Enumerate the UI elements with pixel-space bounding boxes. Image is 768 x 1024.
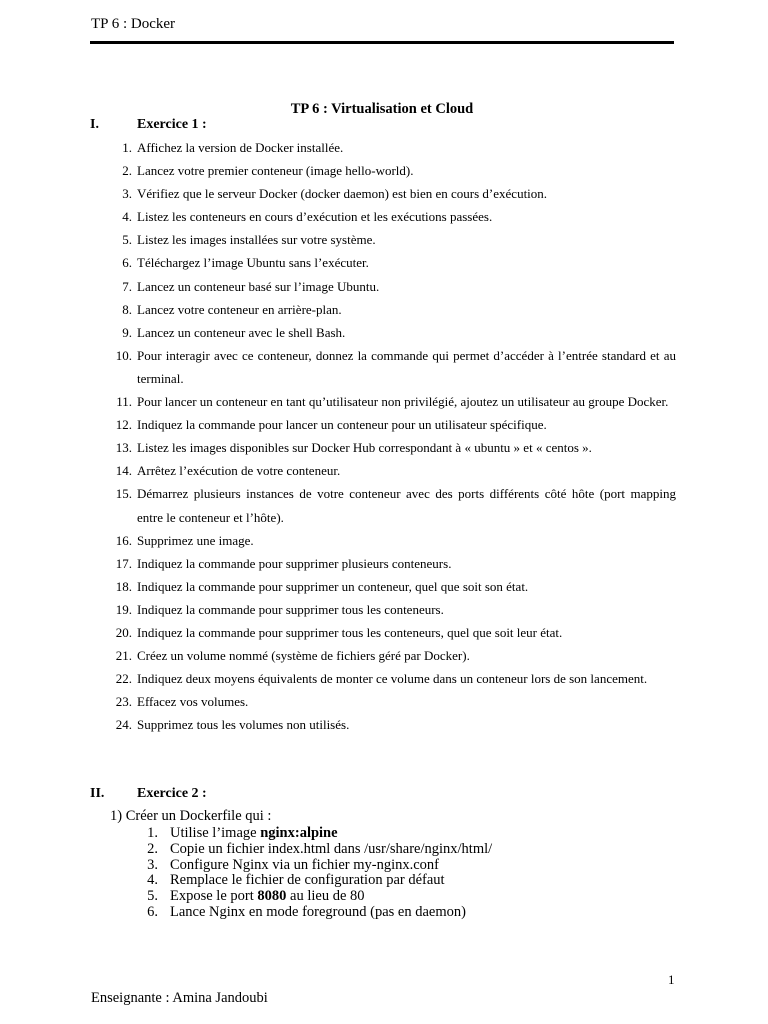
list-item	[90, 482, 676, 528]
list-item	[90, 136, 676, 159]
list-item	[90, 598, 676, 621]
item-text: Supprimez tous les volumes non utilisés.	[137, 717, 350, 733]
item-number: 9.	[122, 324, 132, 340]
list-item	[90, 390, 676, 413]
section-number: II.	[90, 786, 105, 801]
item-number: 11.	[116, 394, 132, 410]
item-text: Lancez un conteneur avec le shell Bash.	[137, 324, 346, 340]
item-number: 15.	[115, 486, 132, 502]
list-item	[90, 275, 676, 298]
item-text: Pour lancer un conteneur en tant qu’utilisateur non privilégié, ajoutez un utilisateur au groupe Docker.	[137, 394, 669, 410]
exercise-2-list	[130, 826, 492, 921]
item-number: 20.	[115, 624, 132, 640]
item-number: 24.	[115, 717, 132, 733]
list-item	[90, 436, 676, 459]
list-item	[90, 552, 676, 575]
list-item	[130, 858, 492, 874]
list-item	[90, 575, 676, 598]
list-item	[90, 621, 676, 644]
item-number: 21.	[115, 648, 132, 664]
item-text: Copie un fichier index.html dans /usr/share/nginx/html/	[170, 840, 493, 857]
item-text: Téléchargez l’image Ubuntu sans l’exécuter.	[137, 255, 369, 271]
item-number: 3.	[122, 186, 132, 202]
item-text: Démarrez plusieurs instances de votre conteneur avec des ports différents côté hôte (port mapping entre le conteneur et l’hôte).	[137, 486, 676, 525]
item-text: Arrêtez l’exécution de votre conteneur.	[137, 463, 341, 479]
item-number: 18.	[115, 578, 132, 594]
item-text: Indiquez deux moyens équivalents de monter ce volume dans un conteneur lors de son lancement.	[137, 671, 648, 687]
item-number: 13.	[115, 440, 132, 456]
item-text: Configure Nginx via un fichier my-nginx.conf	[170, 856, 439, 873]
item-text: Effacez vos volumes.	[137, 694, 249, 710]
page-number: 1	[668, 972, 675, 987]
item-text: Listez les images disponibles sur Docker Hub correspondant à « ubuntu » et « centos ».	[137, 440, 592, 456]
item-number: 12.	[115, 417, 132, 433]
item-number: 23.	[115, 694, 132, 710]
item-text: Listez les conteneurs en cours d’exécution et les exécutions passées.	[137, 209, 493, 225]
list-item	[130, 826, 492, 842]
list-item	[90, 205, 676, 228]
list-item	[90, 298, 676, 321]
list-item	[90, 644, 676, 667]
item-number: 14.	[115, 463, 132, 479]
item-number: 6.	[122, 255, 132, 271]
item-number: 17.	[115, 555, 132, 571]
list-item	[90, 344, 676, 390]
item-number: 2.	[122, 163, 132, 179]
section-label: Exercice 2 :	[137, 786, 207, 801]
list-item	[90, 413, 676, 436]
list-item	[90, 667, 676, 690]
item-text: Indiquez la commande pour supprimer tous les conteneurs, quel que soit leur état.	[137, 624, 563, 640]
item-number: 22.	[115, 671, 132, 687]
list-item	[90, 459, 676, 482]
list-item	[90, 228, 676, 251]
list-item	[90, 321, 676, 344]
list-item	[130, 842, 492, 858]
item-number: 8.	[122, 301, 132, 317]
item-number: 16.	[115, 532, 132, 548]
item-number: 1.	[122, 140, 132, 155]
item-number: 10.	[115, 347, 132, 363]
item-number: 5.	[122, 232, 132, 248]
item-number: 6.	[147, 903, 158, 920]
item-text: au lieu de 80	[286, 888, 365, 905]
item-number: 2.	[147, 840, 158, 857]
item-emphasis: 8080	[257, 888, 287, 905]
item-number: 4.	[147, 872, 158, 889]
item-text: Utilise l’image	[170, 825, 261, 841]
item-text: Affichez la version de Docker installée.	[137, 140, 344, 155]
item-text: Indiquez la commande pour supprimer un conteneur, quel que soit son état.	[137, 578, 529, 594]
item-text: Expose le port	[170, 888, 258, 905]
item-text: Supprimez une image.	[137, 532, 254, 548]
list-item	[90, 713, 676, 736]
item-number: 3.	[147, 856, 158, 873]
list-item	[90, 690, 676, 713]
item-text: Vérifiez que le serveur Docker (docker daemon) est bien en cours d’exécution.	[137, 186, 548, 202]
section-number: I.	[90, 117, 99, 132]
item-text: Listez les images installées sur votre système.	[137, 232, 376, 248]
item-number: 4.	[122, 209, 132, 225]
item-text: Remplace le fichier de configuration par défaut	[170, 872, 445, 889]
exercise-2-intro: 1) Créer un Dockerfile qui :	[110, 808, 272, 824]
header-divider	[90, 41, 674, 44]
list-item	[130, 889, 492, 905]
list-item	[90, 182, 676, 205]
item-number: 19.	[115, 601, 132, 617]
list-item	[90, 251, 676, 274]
item-text: Lancez un conteneur basé sur l’image Ubuntu.	[137, 278, 380, 294]
item-number: 7.	[122, 278, 132, 294]
item-text: Indiquez la commande pour supprimer plusieurs conteneurs.	[137, 555, 452, 571]
list-item	[90, 529, 676, 552]
item-text: Lancez votre conteneur en arrière-plan.	[137, 301, 342, 317]
section-label: Exercice 1 :	[137, 117, 207, 132]
item-text: Indiquez la commande pour lancer un conteneur pour un utilisateur spécifique.	[137, 417, 547, 433]
list-item	[130, 905, 492, 921]
item-text: Créez un volume nommé (système de fichiers géré par Docker).	[137, 648, 470, 664]
item-text: Indiquez la commande pour supprimer tous les conteneurs.	[137, 601, 444, 617]
item-number: 1.	[147, 825, 158, 841]
list-item	[130, 873, 492, 889]
item-emphasis: nginx:alpine	[260, 825, 338, 841]
page-footer: Enseignante : Amina Jandoubi	[91, 990, 268, 1006]
item-number: 5.	[147, 888, 158, 905]
item-text: Lance Nginx en mode foreground (pas en daemon)	[170, 903, 466, 920]
item-text: Pour interagir avec ce conteneur, donnez la commande qui permet d’accéder à l’entrée standard et au terminal.	[137, 347, 676, 386]
list-item	[90, 159, 676, 182]
item-text: Lancez votre premier conteneur (image hello-world).	[137, 163, 414, 179]
document-title: TP 6 : Virtualisation et Cloud	[290, 101, 474, 117]
page-header: TP 6 : Docker	[91, 16, 176, 32]
exercise-1-list	[90, 136, 676, 736]
